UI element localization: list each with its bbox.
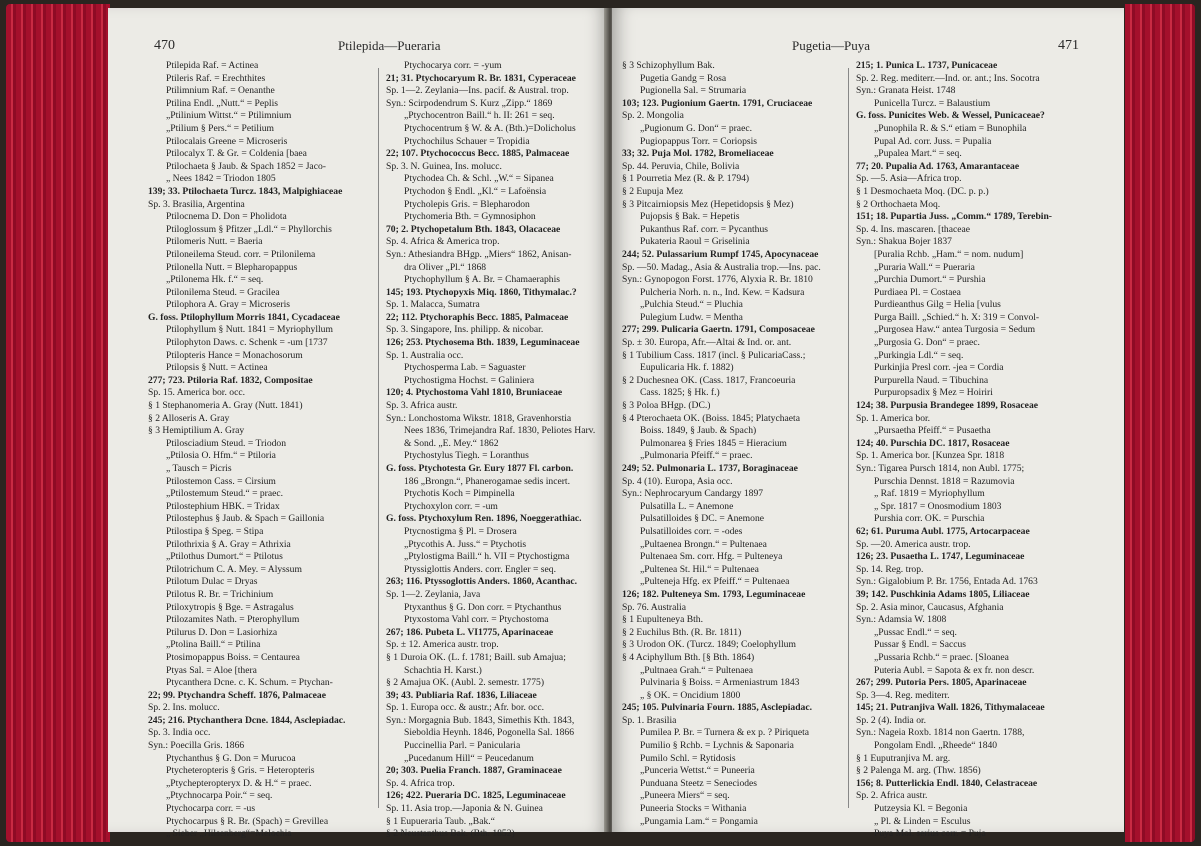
entry-line: Sp. 1—2. Zeylania, Java bbox=[386, 588, 481, 600]
entry-line: Pongolam Endl. „Rheede“ 1840 bbox=[874, 740, 998, 752]
column-divider bbox=[848, 68, 849, 808]
entry-line: „Purkingia Ldl.“ = seq. bbox=[874, 349, 964, 361]
entry-line: „Pulmonaria Pfeiff.“ = praec. bbox=[640, 450, 753, 462]
entry-line: § 1 Duroia OK. (L. f. 1781; Baill. sub Amajua; bbox=[386, 651, 566, 663]
entry-line: Sieboldia Heynh. 1846, Pogonella Sal. 1866 bbox=[404, 727, 575, 739]
entry-line: § 2 Duchesnea OK. (Cass. 1817, Francoeuria bbox=[622, 374, 796, 386]
entry-line: 245; 105. Pulvinaria Fourn. 1885, Asclepiadac. bbox=[622, 702, 813, 714]
entry-line: 124; 40. Purschia DC. 1817, Rosaceae bbox=[856, 437, 1010, 449]
entry-line: 77; 20. Pupalia Ad. 1763, Amarantaceae bbox=[856, 160, 1020, 172]
entry-line: Ptyxanthus § G. Don corr. = Ptychanthus bbox=[404, 601, 562, 613]
entry-line: Ptychostylus Tiegh. = Loranthus bbox=[404, 450, 529, 462]
entry-line: Schachtia H. Karst.) bbox=[404, 664, 482, 676]
entry-line: „Pungamia Lam.“ = Pongamia bbox=[640, 815, 758, 827]
entry-line: G. foss. Ptychotesta Gr. Eury 1877 Fl. carbon. bbox=[386, 463, 574, 474]
entry-line: § 1 Tubilium Cass. 1817 (incl. § PulicariaCass.; bbox=[622, 349, 806, 361]
entry-line: Sp. 3—4. Reg. mediterr. bbox=[856, 689, 950, 701]
entry-line: Ptilina Endl. „Nutt.“ = Peplis bbox=[166, 97, 279, 109]
entry-line: „ Raf. 1819 = Myriophyllum bbox=[874, 488, 985, 500]
entry-line: Sp. 4. Ins. mascaren. [thaceae bbox=[856, 223, 971, 235]
entry-line: Sp. 2. Mongolia bbox=[622, 110, 684, 122]
entry-line: „Punophila R. & S.“ etiam = Bunophila bbox=[874, 122, 1027, 134]
entry-line: 39; 142. Puschkinia Adams 1805, Liliaceae bbox=[856, 588, 1030, 600]
entry-line: Ptycanthera Dcne. c. K. Schum. = Ptychan- bbox=[166, 677, 333, 689]
entry-line: § 3 Hemiptilium A. Gray bbox=[148, 425, 245, 437]
entry-line: „Ptilium § Pers.“ = Petilium bbox=[166, 122, 275, 134]
entry-line: Puccinellia Parl. = Panicularia bbox=[404, 740, 521, 752]
entry-line: Pulvinaria § Boiss. = Armeniastrum 1843 bbox=[640, 677, 800, 689]
entry-line: Purdiaea Pl. = Costaea bbox=[874, 286, 961, 298]
entry-line: § 1 Eupulteneya Bth. bbox=[622, 614, 703, 626]
entry-line: Pultenaea Sm. corr. Hfg. = Pulteneya bbox=[640, 551, 783, 563]
entry-line: Sp. 76. Australia bbox=[622, 601, 686, 613]
entry-line: „Pultaenea Brongn.“ = Pultenaea bbox=[640, 538, 767, 550]
entry-line: „Punceria Wettst.“ = Puneeria bbox=[640, 765, 755, 777]
entry-line: 249; 52. Pulmonaria L. 1737, Boraginaceae bbox=[622, 463, 798, 474]
entry-line: § 2 Euchilus Bth. (R. Br. 1811) bbox=[622, 626, 742, 638]
entry-line: Ptychodon § Endl. „Kl.“ = Lafoënsia bbox=[404, 185, 547, 197]
entry-line: „Pussaria Rchb.“ = praec. [Sloanea bbox=[874, 651, 1009, 663]
entry-line: Ptycnostigma § Pl. = Drosera bbox=[404, 525, 517, 537]
entry-line: G. foss. Ptilophyllum Morris 1841, Cycadaceae bbox=[148, 311, 340, 323]
column-divider bbox=[378, 68, 379, 808]
entry-line: Pulsatilla L. = Anemone bbox=[640, 500, 734, 512]
entry-line: „Ptilosia O. Hfm.“ = Ptiloria bbox=[166, 450, 276, 462]
entry-line: Eupulicaria Hk. f. 1882) bbox=[640, 362, 734, 374]
entry-line: „Ptolina Baill.“ = Ptilina bbox=[166, 639, 261, 651]
entry-line: „Ptylostigma Baill.“ h. VII = Ptychostigma bbox=[404, 551, 570, 563]
entry-line: 267; 299. Putoria Pers. 1805, Aparinaceae bbox=[856, 677, 1027, 689]
entry-line: Sp. 15. America bor. occ. bbox=[148, 387, 245, 399]
entry-line: Cass. 1825; § Hk. f.) bbox=[640, 387, 720, 399]
entry-line: Sp. 1. America bor. [Kunzea Spr. 1818 bbox=[856, 450, 1005, 462]
entry-line: „Ptycothis A. Juss.“ = Ptychotis bbox=[404, 538, 527, 550]
entry-line: Ptilotus R. Br. = Trichinium bbox=[166, 588, 274, 600]
entry-line: Pulsatilloides corr. = -odes bbox=[640, 525, 743, 537]
entry-line: Pumilo Schl. = Rytidosis bbox=[640, 752, 736, 764]
entry-line: Sp. 3. Brasilia, Argentina bbox=[148, 198, 245, 210]
entry-line: 267; 186. Pubeta L. VI1775, Aparinaceae bbox=[386, 626, 554, 638]
entry-line: „Purgosea Haw.“ antea Turgosia = Sedum bbox=[874, 324, 1036, 336]
entry-line: Sp. 4. Africa & America trop. bbox=[386, 236, 500, 248]
entry-line: Punduana Steetz = Seneciodes bbox=[640, 777, 758, 789]
entry-line: 215; 1. Punica L. 1737, Punicaceae bbox=[856, 60, 998, 71]
entry-line: Boiss. 1849, § Jaub. & Spach) bbox=[640, 425, 757, 437]
entry-line: „Pursaetha Pfeiff.“ = Pusaetha bbox=[874, 425, 991, 437]
entry-line: „ Tausch = Picris bbox=[166, 463, 232, 474]
entry-line: Sp. 2. Asia minor, Caucasus, Afghania bbox=[856, 601, 1004, 613]
entry-line: Ptychocarpus § R. Br. (Spach) = Grevillea bbox=[166, 815, 329, 827]
entry-line: Sp. 4 (10). Europa, Asia occ. bbox=[622, 475, 733, 487]
entry-line: Sp. ± 12. America austr. trop. bbox=[386, 639, 499, 651]
entry-line: 33; 32. Puja Mol. 1782, Bromeliaceae bbox=[622, 148, 774, 160]
entry-line: „Pulchia Steud.“ = Pluchia bbox=[640, 299, 743, 311]
entry-line: Ptycholepis Gris. = Blepharodon bbox=[404, 198, 530, 210]
entry-line: Sp. 1—2. Zeylania—Ins. pacif. & Austral. trop. bbox=[386, 85, 569, 97]
entry-line: Pugionella Sal. = Strumaria bbox=[640, 85, 747, 97]
entry-line: 124; 38. Purpusia Brandegee 1899, Rosaceae bbox=[856, 400, 1039, 412]
entry-line: Ptychosperma Lab. = Saguaster bbox=[404, 362, 526, 374]
entry-line: Purshia corr. OK. = Purschia bbox=[874, 513, 985, 525]
entry-line: Syn.: Morgagnia Bub. 1843, Simethis Kth. 1843, bbox=[386, 714, 575, 726]
entry-line: Syn.: Gynopogon Forst. 1776, Alyxia R. Br. 1810 bbox=[622, 274, 813, 286]
entry-line: 126; 253. Ptychosema Bth. 1839, Leguminaceae bbox=[386, 337, 580, 349]
entry-line: & Sond. „E. Mey.“ 1862 bbox=[404, 437, 499, 449]
entry-line: § 4 Pterochaeta OK. (Boiss. 1845; Platychaeta bbox=[622, 412, 800, 424]
entry-line: „Ptychnocarpa Poir.“ = seq. bbox=[166, 790, 273, 802]
entry-line: Ptycheteropteris § Gris. = Heteropteris bbox=[166, 765, 315, 777]
entry-line: 156; 8. Putterlickia Endl. 1840, Celastraceae bbox=[856, 777, 1038, 789]
entry-line: Sp. 2. Ins. molucc. bbox=[148, 702, 220, 714]
entry-line: 62; 61. Puruma Aubl. 1775, Artocarpaceae bbox=[856, 525, 1030, 537]
entry-line: Sp. 4. Africa trop. bbox=[386, 777, 455, 789]
entry-line: „Puneera Miers“ = seq. bbox=[640, 790, 730, 802]
entry-line: Syn.: Gigalobium P. Br. 1756, Entada Ad. 1763 bbox=[856, 576, 1038, 588]
entry-line: „ Pl. & Linden = Esculus bbox=[874, 815, 971, 827]
entry-line: Sp. 44. Peruvia, Chile, Bolivia bbox=[622, 160, 740, 172]
entry-line: Ptyxostoma Vahl corr. = Ptychostoma bbox=[404, 614, 549, 626]
entry-line: Ptychanthus § G. Don = Murucoa bbox=[166, 752, 296, 764]
entry-line: § 3 Poloa BHgp. (DC.) bbox=[622, 400, 711, 412]
entry-line: Pulcheria Norh. n. n., Ind. Kew. = Kadsura bbox=[640, 286, 805, 298]
entry-line: Sp. 1. Australia occ. bbox=[386, 349, 464, 361]
entry-line: Syn.: Lonchostoma Wikstr. 1818, Gravenhorstia bbox=[386, 412, 572, 424]
right-running-head: Pugetia—Puya bbox=[792, 38, 870, 53]
entry-line: Syn.: Shakua Bojer 1837 bbox=[856, 236, 952, 248]
entry-line: Sp. ± 30. Europa, Afr.—Altai & Ind. or. ant. bbox=[622, 337, 792, 349]
entry-line: Ptilosciadium Steud. = Triodon bbox=[166, 437, 287, 449]
entry-line: Purdieanthus Gilg = Helia [vulus bbox=[874, 299, 1001, 311]
entry-line: Nees 1836, Trimejandra Raf. 1830, Peliotes Harv. bbox=[404, 425, 596, 437]
entry-line: Purkinjia Presl corr. -jea = Cordia bbox=[874, 362, 1004, 374]
entry-line: § 2 Alloseris A. Gray bbox=[148, 412, 230, 424]
entry-line: Ptychomeria Bth. = Gymnosiphon bbox=[404, 211, 536, 223]
entry-line: Purpurella Naud. = Tibuchina bbox=[874, 374, 989, 386]
entry-line: Sp. 2. Africa austr. bbox=[856, 790, 928, 802]
entry-line: Pumilea P. Br. = Turnera & ex p. ? Piriqueta bbox=[640, 727, 810, 739]
entry-line: Ptilonilema Steud. = Gracilea bbox=[166, 286, 280, 298]
entry-line: Ptiloglossum § Pfitzer „Ldl.“ = Phyllorchis bbox=[166, 223, 332, 235]
entry-line: 70; 2. Ptychopetalum Bth. 1843, Olacaceae bbox=[386, 223, 561, 235]
entry-line: Punicella Turcz. = Balaustium bbox=[874, 97, 991, 109]
entry-line: § 2 Amajua OK. (Aubl. 2. semestr. 1775) bbox=[386, 677, 545, 689]
entry-line: Ptilotum Dulac = Dryas bbox=[166, 576, 258, 588]
entry-line: Pugiopappus Torr. = Coriopsis bbox=[640, 135, 758, 147]
entry-line: Sp. 2 (4). India or. bbox=[856, 714, 927, 726]
entry-line: § 3 Schizophyllum Bak. bbox=[622, 60, 715, 71]
entry-line: Pulegium Ludw. = Mentha bbox=[640, 311, 743, 323]
entry-line: Ptilomeris Nutt. = Baeria bbox=[166, 236, 263, 248]
entry-line: § 3 Urodon OK. (Turcz. 1849; Coelophyllum bbox=[622, 639, 796, 651]
entry-line: Ptiloxytropis § Bge. = Astragalus bbox=[166, 601, 294, 613]
entry-line: Ptychoxylon corr. = -um bbox=[404, 500, 498, 512]
entry-line: „ Sieber „Hilsenberg“=Melochia bbox=[166, 828, 292, 840]
entry-line: Syn.: Nephrocaryum Candargy 1897 bbox=[622, 488, 764, 500]
entry-line: Syn.: Tigarea Pursch 1814, non Aubl. 1775; bbox=[856, 463, 1025, 474]
entry-line: „Ptilonema Hk. f.“ = seq. bbox=[166, 274, 264, 286]
right-page bbox=[612, 8, 1124, 840]
entry-line: 126; 23. Pusaetha L. 1747, Leguminaceae bbox=[856, 551, 1025, 563]
entry-line: § 2 Eupuja Mez bbox=[622, 185, 684, 197]
entry-line: Pukateria Raoul = Griselinia bbox=[640, 236, 750, 248]
entry-line: Sp. 3. India occ. bbox=[148, 727, 211, 739]
entry-line: § 2 Palenga M. arg. (Thw. 1856) bbox=[856, 765, 981, 777]
entry-line: „Ptilinium Wittst.“ = Ptilimnium bbox=[166, 110, 292, 122]
entry-line: 20; 303. Puelia Franch. 1887, Graminaceae bbox=[386, 765, 562, 777]
entry-line: 151; 18. Pupartia Juss. „Comm.“ 1789, Terebin- bbox=[856, 211, 1052, 223]
entry-line: „ Spr. 1817 = Onosmodium 1803 bbox=[874, 500, 1002, 512]
entry-line: „Ptilostemum Steud.“ = praec. bbox=[166, 488, 284, 500]
entry-line: Sp. 1. Europa occ. & austr.; Afr. bor. occ. bbox=[386, 702, 545, 714]
entry-line: 22; 107. Ptychococcus Becc. 1885, Palmaceae bbox=[386, 148, 570, 160]
entry-line: Ptychocarya corr. = -yum bbox=[404, 60, 502, 71]
entry-line: Ptilostephium HBK. = Tridax bbox=[166, 500, 280, 512]
entry-line: [Puralia Rchb. „Ham.“ = nom. nudum] bbox=[874, 248, 1024, 260]
entry-line: „Pupalea Mart.“ = seq. bbox=[874, 148, 962, 160]
entry-line: Sp. —5. Asia—Africa trop. bbox=[856, 173, 962, 185]
entry-line: Puya Mol. serius corr. = Puja bbox=[874, 828, 986, 840]
entry-line: Ptilurus D. Don = Lasiorhiza bbox=[166, 626, 278, 638]
entry-line: Ptychotis Koch = Pimpinella bbox=[404, 488, 515, 500]
entry-line: Ptiloneilema Steud. corr. = Ptilonilema bbox=[166, 248, 316, 260]
entry-line: 22; 112. Ptychoraphis Becc. 1885, Palmaceae bbox=[386, 311, 569, 323]
entry-line: Syn.: Nageia Roxb. 1814 non Gaertn. 1788, bbox=[856, 727, 1025, 739]
entry-line: G. foss. Punicites Web. & Wessel, Punicaceae? bbox=[856, 110, 1045, 122]
entry-line: G. foss. Ptychoxylum Ren. 1896, Noeggerathiac. bbox=[386, 513, 582, 525]
entry-line: 120; 4. Ptychostoma Vahl 1810, Bruniaceae bbox=[386, 387, 563, 399]
entry-line: Sp. 11. Asia trop.—Japonia & N. Guinea bbox=[386, 803, 543, 815]
entry-line: Ptychochilus Schauer = Tropidia bbox=[404, 135, 530, 147]
entry-line: Pulsatilloides § DC. = Anemone bbox=[640, 513, 764, 525]
right-page-edges bbox=[1125, 4, 1195, 842]
entry-line: 22; 99. Ptychandra Scheff. 1876, Palmaceae bbox=[148, 689, 326, 701]
entry-line: Pussar § Endl. = Saccus bbox=[874, 639, 967, 651]
entry-line: 145; 21. Putranjiva Wall. 1826, Tithymalaceae bbox=[856, 702, 1045, 714]
entry-line: Puteria Aubl. = Sapota & ex fr. non descr. bbox=[874, 664, 1035, 676]
entry-line: Sp. 14. Reg. trop. bbox=[856, 563, 924, 575]
entry-line: 245; 216. Ptychanthera Dcne. 1844, Asclepiadac. bbox=[148, 714, 346, 726]
entry-line: Purschia Dennst. 1818 = Razumovia bbox=[874, 475, 1015, 487]
right-page-number: 471 bbox=[1058, 38, 1079, 53]
entry-line: „Puraria Wall.“ = Pueraria bbox=[874, 261, 975, 273]
entry-line: Putzeysia Kl. = Begonia bbox=[874, 803, 968, 815]
entry-line: Ptilopsis § Nutt. = Actinea bbox=[166, 362, 268, 374]
entry-line: Sp. 3. Africa austr. bbox=[386, 400, 458, 412]
entry-line: § 3 Pitcairniopsis Mez (Hepetidopsis § Mez) bbox=[622, 198, 794, 210]
entry-line: 126; 182. Pulteneya Sm. 1793, Leguminaceae bbox=[622, 588, 806, 600]
left-page-edges bbox=[6, 4, 110, 842]
entry-line: Syn.: Scirpodendrum S. Kurz „Zipp.“ 1869 bbox=[386, 97, 553, 109]
entry-line: 21; 31. Ptychocaryum R. Br. 1831, Cyperaceae bbox=[386, 72, 576, 84]
entry-line: Ptilocalais Greene = Microseris bbox=[166, 135, 288, 147]
entry-line: Ptilochaeta § Jaub. & Spach 1852 = Jaco- bbox=[166, 160, 326, 172]
right-column-2 bbox=[856, 60, 1080, 841]
entry-line: 186 „Brongn.“, Phanerogamae sedis incert. bbox=[404, 475, 570, 487]
entry-line: Pumilio § Rchb. = Lychnis & Saponaria bbox=[640, 740, 794, 752]
entry-line: 103; 123. Pugionium Gaertn. 1791, Cruciaceae bbox=[622, 97, 813, 109]
entry-line: Sp. 3. N. Guinea, Ins. molucc. bbox=[386, 160, 502, 172]
entry-line: Ptilocalyx T. & Gr. = Coldenia [baea bbox=[166, 148, 307, 160]
entry-line: Ptilimnium Raf. = Oenanthe bbox=[166, 85, 275, 97]
entry-line: Syn.: Granata Heist. 1748 bbox=[856, 85, 956, 97]
entry-line: § 1 Pourretia Mez (R. & P. 1794) bbox=[622, 173, 750, 185]
entry-line: 39; 43. Publiaria Raf. 1836, Liliaceae bbox=[386, 689, 537, 701]
entry-line: Sp. 1. America bor. bbox=[856, 412, 931, 424]
entry-line: Pupal Ad. corr. Juss. = Pupalia bbox=[874, 135, 992, 147]
entry-line: Ptilocnema D. Don = Pholidota bbox=[166, 211, 287, 223]
entry-line: „Ptilothus Dumort.“ = Ptilotus bbox=[166, 551, 283, 563]
entry-line: 244; 52. Pulassarium Rumpf 1745, Apocynaceae bbox=[622, 248, 819, 260]
entry-line: Pukanthus Raf. corr. = Pycanthus bbox=[640, 223, 768, 235]
entry-line: Ptilostipa § Speg. = Stipa bbox=[166, 525, 264, 537]
entry-line: Ptilophyllum § Nutt. 1841 = Myriophyllum bbox=[166, 324, 333, 336]
entry-line: Ptychocarpa corr. = -us bbox=[166, 803, 256, 815]
entry-line: „Pugionum G. Don“ = praec. bbox=[640, 122, 752, 134]
entry-line: Purga Baill. „Schied.“ h. X: 319 = Convol- bbox=[874, 311, 1040, 323]
entry-line: 277; 299. Pulicaria Gaertn. 1791, Composaceae bbox=[622, 324, 815, 336]
left-column-2 bbox=[386, 60, 610, 841]
entry-line: „Pultenea St. Hil.“ = Pultenaea bbox=[640, 563, 759, 575]
entry-line: § 1 Desmochaeta Moq. (DC. p. p.) bbox=[856, 185, 989, 197]
entry-line: „Purgosia G. Don“ = praec. bbox=[874, 337, 980, 349]
entry-line: § 2 Orthochaeta Moq. bbox=[856, 198, 941, 210]
entry-line: Ptilothrixia § A. Gray = Athrixia bbox=[166, 538, 291, 550]
entry-line: § 1 Stephanomeria A. Gray (Nutt. 1841) bbox=[148, 400, 303, 412]
entry-line: Ptilepida Raf. = Actinea bbox=[166, 60, 259, 71]
entry-line: Ptilonella Nutt. = Blepharopappus bbox=[166, 261, 298, 273]
entry-line: Ptilostemon Cass. = Cirsium bbox=[166, 475, 276, 487]
entry-line: „Ptychepteropteryx D. & H.“ = praec. bbox=[166, 777, 312, 789]
entry-line: § 1 Euputranjiva M. arg. bbox=[856, 752, 951, 764]
entry-line: Ptilotrichum C. A. Mey. = Alyssum bbox=[166, 563, 302, 575]
entry-line: Puneeria Stocks = Withania bbox=[640, 803, 747, 815]
entry-line: Syn.: Poecilla Gris. 1866 bbox=[148, 740, 245, 752]
entry-line: Ptilopteris Hance = Monachosorum bbox=[166, 349, 303, 361]
entry-line: „ § OK. = Oncidium 1800 bbox=[640, 689, 741, 701]
entry-line: „Pultnaea Grah.“ = Pultenaea bbox=[640, 664, 754, 676]
entry-line: „Ptychocentron Baill.“ h. II: 261 = seq. bbox=[404, 110, 555, 122]
right-column-1 bbox=[622, 60, 846, 828]
entry-line: dra Oliver „Pl.“ 1868 bbox=[404, 261, 487, 273]
entry-line: „Pulteneja Hfg. ex Pfeiff.“ = Pultenaea bbox=[640, 576, 790, 588]
entry-line: Ptychodea Ch. & Schl. „W.“ = Sipanea bbox=[404, 173, 554, 185]
entry-line: Ptilophora A. Gray = Microseris bbox=[166, 299, 290, 311]
entry-line: Sp. 1. Brasilia bbox=[622, 714, 677, 726]
entry-line: Ptyssiglottis Anders. corr. Engler = seq. bbox=[404, 563, 556, 575]
entry-line: 139; 33. Ptilochaeta Turcz. 1843, Malpighiaceae bbox=[148, 185, 343, 197]
entry-line: „Pussac Endl.“ = seq. bbox=[874, 626, 957, 638]
entry-line: § 4 Aciphyllum Bth. [§ Bth. 1864) bbox=[622, 651, 755, 663]
entry-line: „ Nees 1842 = Triodon 1805 bbox=[166, 173, 276, 185]
entry-line: Pulmonarea § Fries 1845 = Hieracium bbox=[640, 437, 787, 449]
entry-line: Ptilostephus § Jaub. & Spach = Gaillonia bbox=[166, 513, 325, 525]
entry-line: Syn.: Adamsia W. 1808 bbox=[856, 614, 947, 626]
entry-line: Purpuropsadix § Mez = Hoiriri bbox=[874, 387, 993, 399]
entry-line: 263; 116. Ptyssoglottis Anders. 1860, Acanthac. bbox=[386, 576, 578, 588]
entry-line: Ptyas Sal. = Aloe [thera bbox=[166, 664, 257, 676]
entry-line: Pugetia Gandg = Rosa bbox=[640, 72, 727, 84]
entry-line: 277; 723. Ptiloria Raf. 1832, Compositae bbox=[148, 374, 313, 386]
entry-line: Ptilozamites Nath. = Pterophyllum bbox=[166, 614, 300, 626]
entry-line: Sp. —50. Madag., Asia & Australia trop.—Ins. pac. bbox=[622, 261, 821, 273]
entry-line: Sp. 1. Malacca, Sumatra bbox=[386, 299, 480, 311]
entry-line: § 2 Neustanthus Bak. (Bth. 1852) bbox=[386, 828, 515, 840]
entry-line: „Pucedanum Hill“ = Peucedanum bbox=[404, 752, 534, 764]
left-running-head: Ptilepida—Pueraria bbox=[338, 38, 441, 53]
entry-line: Ptilophyton Daws. c. Schenk = -um [1737 bbox=[166, 337, 328, 349]
left-page-number: 470 bbox=[154, 38, 175, 53]
entry-line: Syn.: Athesiandra BHgp. „Miers“ 1862, Anisan- bbox=[386, 248, 572, 260]
entry-line: Ptychophyllum § A. Br. = Chamaeraphis bbox=[404, 274, 560, 286]
entry-line: Ptileris Raf. = Erechthites bbox=[166, 72, 266, 84]
entry-line: Ptychostigma Hochst. = Galiniera bbox=[404, 374, 535, 386]
entry-line: 126; 422. Pueraria DC. 1825, Leguminaceae bbox=[386, 790, 566, 802]
entry-line: § 1 Eupueraria Taub. „Bak.“ bbox=[386, 815, 495, 827]
entry-line: 145; 193. Ptychopyxis Miq. 1860, Tithymalac.? bbox=[386, 286, 577, 298]
entry-line: Sp. 2. Reg. mediterr.—Ind. or. ant.; Ins. Socotra bbox=[856, 72, 1040, 84]
left-column-1 bbox=[148, 60, 372, 841]
entry-line: Pujopsis § Bak. = Hepetis bbox=[640, 211, 740, 223]
left-page bbox=[108, 8, 608, 840]
entry-line: Sp. 3. Singapore, Ins. philipp. & nicobar. bbox=[386, 324, 544, 336]
entry-line: Sp. —20. America austr. trop. bbox=[856, 538, 971, 550]
entry-line: „Purchia Dumort.“ = Purshia bbox=[874, 274, 986, 286]
entry-line: Ptychocentrum § W. & A. (Bth.)=Dolicholus bbox=[404, 122, 576, 134]
entry-line: Ptosimopappus Boiss. = Centaurea bbox=[166, 651, 300, 663]
